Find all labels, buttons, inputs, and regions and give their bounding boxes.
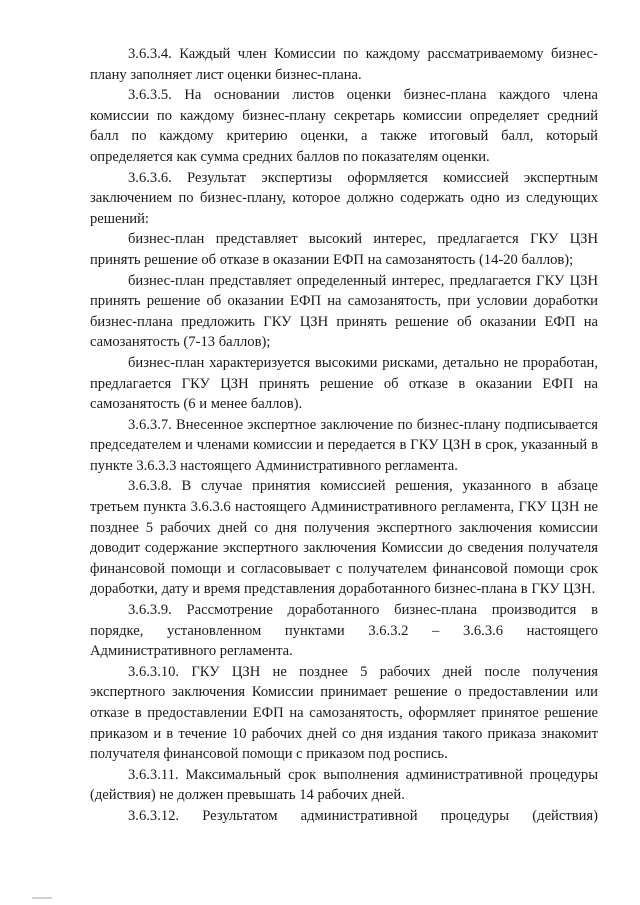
document-page xyxy=(90,44,598,827)
scan-artifact xyxy=(32,897,52,899)
decision-option-certain-interest: бизнес-план представляет определенный интерес, предлагается ГКУ ЦЗН принять решение об оказании ЕФП на самозанятость, при условии доработки бизнес-плана предложить ГКУ ЦЗН принять решение об оказании ЕФП на самозанятость (7-13 баллов); xyxy=(90,272,598,351)
paragraph-3-6-3-6: 3.6.3.6. Результат экспертизы оформляется комиссией экспертным заключением по бизнес-плану, которое должно содержать одно из следующих решений: xyxy=(90,169,598,227)
paragraph-3-6-3-8: 3.6.3.8. В случае принятия комиссией решения, указанного в абзаце третьем пункта 3.6.3.6 настоящего Административного регламента, ГКУ ЦЗН не позднее 5 рабочих дней со дня получения экспертного заключения комиссии доводит содержание экспертного заключения Комиссии до сведения получателя финансовой помощи и согласовывает с получателем финансовой помощи срок доработки, дату и время представления доработанного бизнес-плана в ГКУ ЦЗН. xyxy=(90,478,598,598)
paragraph-3-6-3-10: 3.6.3.10. ГКУ ЦЗН не позднее 5 рабочих дней после получения экспертного заключения Комиссии принимает решение о предоставлении или отказе в предоставлении ЕФП на самозанятость, оформляет принятое решение приказом и в течение 10 рабочих дней со дня издания такого приказа знакомит получателя финансовой помощи с приказом под роспись. xyxy=(90,663,598,763)
paragraph-3-6-3-11: 3.6.3.11. Максимальный срок выполнения административной процедуры (действия) не должен превышать 14 рабочих дней. xyxy=(90,766,598,804)
paragraph-3-6-3-7: 3.6.3.7. Внесенное экспертное заключение по бизнес-плану подписывается председателем и членами комиссии и передается в ГКУ ЦЗН в срок, указанный в пункте 3.6.3.3 настоящего Административного регламента. xyxy=(90,416,598,474)
paragraph-3-6-3-9: 3.6.3.9. Рассмотрение доработанного бизнес-плана производится в порядке, установленном пунктами 3.6.3.2 – 3.6.3.6 настоящего Административного регламента. xyxy=(90,602,598,660)
decision-option-high-risk: бизнес-план характеризуется высокими рисками, детально не проработан, предлагается ГКУ ЦЗН принять решение об отказе в оказании ЕФП на самозанятость (6 и менее баллов). xyxy=(90,354,598,413)
paragraph-3-6-3-4: 3.6.3.4. Каждый член Комиссии по каждому рассматриваемому бизнес-плану заполняет лист оценки бизнес-плана. xyxy=(90,46,598,83)
decision-option-high-interest: бизнес-план представляет высокий интерес, предлагается ГКУ ЦЗН принять решение об отказе в оказании ЕФП на самозанятость (14-20 баллов); xyxy=(90,231,598,268)
paragraph-3-6-3-5: 3.6.3.5. На основании листов оценки бизнес-плана каждого члена комиссии по каждому бизнес-плану секретарь комиссии определяет средний балл по каждому критерию оценки, а также итоговый балл, который определяется как сумма средних баллов по показателям оценки. xyxy=(90,87,598,165)
paragraph-3-6-3-12: 3.6.3.12. Результатом административной процедуры (действия) xyxy=(128,807,598,824)
